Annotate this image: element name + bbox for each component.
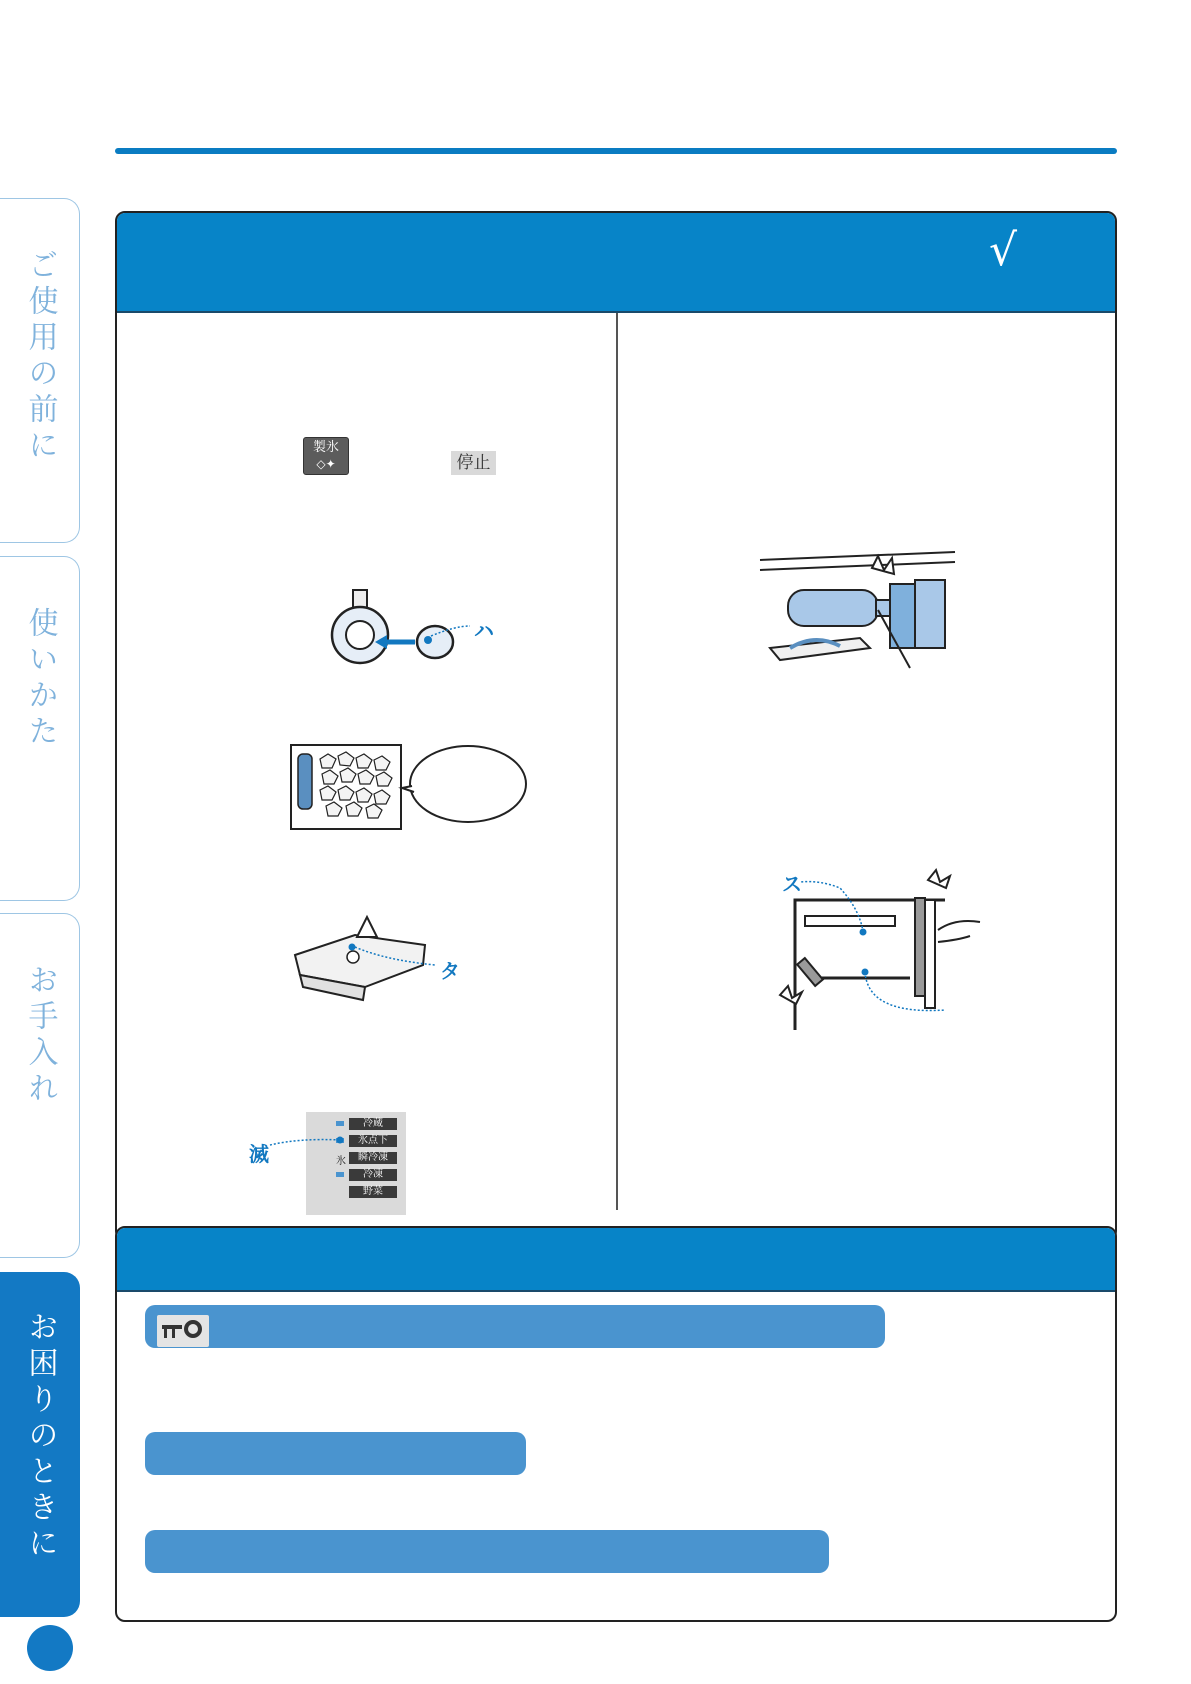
key-icon xyxy=(161,1321,205,1341)
bottle-blocking-illustration xyxy=(760,548,960,673)
top-rule xyxy=(115,148,1117,154)
panel-item-shunreitou: 瞬冷凍 xyxy=(349,1152,397,1164)
key-icon-box xyxy=(157,1315,209,1347)
section-bar-2 xyxy=(145,1432,526,1475)
panel-item-reitou: 冷凍 xyxy=(349,1169,397,1181)
panel-item-yasai: 野菜 xyxy=(349,1186,397,1198)
leader-line xyxy=(270,1130,350,1150)
indicator-lamp xyxy=(336,1172,344,1177)
indicator-lamp xyxy=(336,1121,344,1126)
ice-bin-illustration xyxy=(290,744,530,834)
tab-maintenance[interactable] xyxy=(0,913,80,1258)
drawer-door-illustration xyxy=(780,870,1000,1015)
check-mark: √ xyxy=(989,225,1018,276)
label-ta: タ xyxy=(440,959,460,983)
tab-how-to-use[interactable] xyxy=(0,556,80,901)
control-panel-illustration xyxy=(306,1112,406,1215)
panel-item-hyoutenka: 氷点下 xyxy=(349,1135,397,1147)
ice-making-button[interactable] xyxy=(303,437,349,475)
section-bar-1 xyxy=(145,1305,885,1348)
tab-label: お困りのときに xyxy=(22,1311,58,1563)
stop-button[interactable]: 停止 xyxy=(451,451,496,475)
top-panel-header xyxy=(117,213,1115,313)
label-su: ス xyxy=(782,872,802,896)
section-bar-3 xyxy=(145,1530,829,1573)
tab-before-use[interactable] xyxy=(0,198,80,543)
tab-label: ご使用の前に xyxy=(22,249,58,465)
bottom-panel-header xyxy=(117,1228,1115,1292)
label-ha: ハ xyxy=(474,619,494,643)
ice-cube-icon: ◇✦ xyxy=(316,457,336,471)
page-number-dot xyxy=(27,1625,73,1671)
ice-button-label: 製氷 xyxy=(312,440,339,455)
column-divider xyxy=(616,313,618,1210)
tab-troubleshooting[interactable] xyxy=(0,1272,80,1617)
ice-maker-part-illustration xyxy=(325,590,495,670)
panel-item-reizou: 冷蔵 xyxy=(349,1118,397,1130)
panel-side-label: 氷 xyxy=(336,1156,346,1167)
tab-label: お手入れ xyxy=(22,964,58,1108)
label-metsu: 滅 xyxy=(249,1142,269,1166)
tab-label: 使いかた xyxy=(22,607,58,751)
